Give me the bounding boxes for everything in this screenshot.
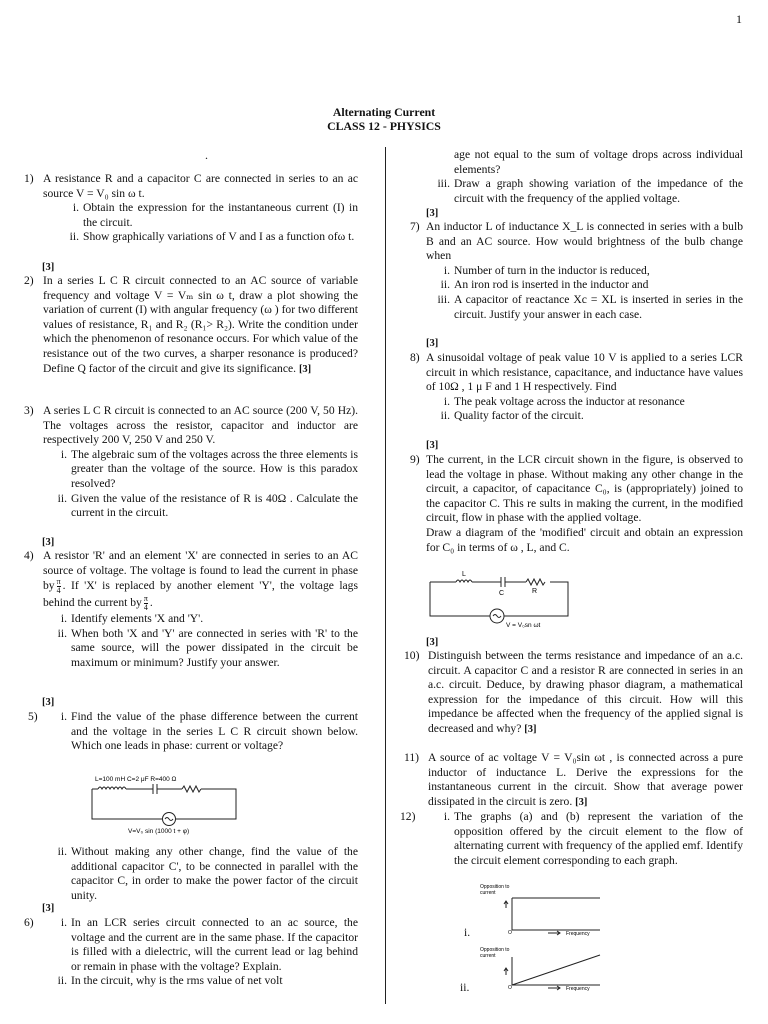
question-3 [24,404,358,521]
question-number: 1) [24,172,34,185]
sub-question-i: i. Identify elements 'X and 'Y'. [60,612,204,626]
modified-lcr-circuit-figure [428,568,578,630]
svg-text:Frequency: Frequency [566,986,590,992]
marks-label: [3] [524,723,537,735]
lcr-circuit-figure [90,773,240,835]
stray-dot: . [205,148,208,162]
graph-ylabel: Opposition to [480,884,510,890]
marks-label: [3] [426,208,439,219]
question-9 [404,453,743,555]
marks-label: [3] [298,363,312,375]
question-4 [24,549,358,671]
svg-text:Frequency: Frequency [566,931,590,937]
question-number: 7) [410,220,420,233]
sub-question-i: i. Obtain the expression for the instantaneous current (I) in the circuit. [72,201,358,229]
sub-question-i: i. The graphs (a) and (b) represent the variation of the opposition offered by the circuit element to the flow of alternating current with frequency of the applied emf. Identify the circuit element corresponding to each graph. [443,810,743,867]
question-number: 12) [400,810,416,823]
label-C: C [499,590,505,597]
sub-question-ii: ii. Without making any other change, find the value of the additional capacitor C', to be connected in parallel with the capacitor C, in order to make the power factor of the circuit unity. [57,845,358,902]
marks-label: [3] [42,697,55,708]
question-number: 4) [24,549,34,562]
question-11 [404,751,743,810]
question-10 [404,649,743,738]
question-text: The current, in the LCR circuit shown in the figure, is observed to lead the voltage in phase. Without making any other change in the circuit, a capacitor, of capacitance C₀, is (appropriately) joined to the capacitor C. This re sults in making the current, in the modified circuit, flow in phase with the applied voltage. [426,453,743,525]
question-1 [24,172,358,245]
document-title [0,105,768,133]
sub-question-i: i. In an LCR series circuit connected to an ac source, the voltage and the current are in the same phase. If the capacitor is filled with a dielectric, will the current lead or lag behind or remain in phase with the voltage? Explain. [60,916,358,973]
graph-i-constant-opposition [480,882,606,938]
marks-label: [3] [42,537,55,548]
sub-question-i: i. Number of turn in the inductor is reduced, [443,263,650,277]
question-number: 3) [24,404,34,417]
question-text: A resistor 'R' and an element 'X' are connected in series to an AC source of voltage. The voltage is found to lead the current in phase by $\frac{\pi}{4}$ . If 'X' is replaced by another element 'Y', the voltage lags behind the current by $\frac{\pi}{4}$ . [43,549,358,613]
svg-text:O: O [508,985,512,991]
question-text: A sinusoidal voltage of peak value 10 V is applied to a series LCR circuit in which resistance, capacitance, and inductance have values of 10Ω , 1 μ F and 1 H respectively. Find [426,351,743,394]
question-8 [404,351,743,424]
svg-text:O: O [508,930,512,936]
question-text: Distinguish between the terms resistance and impedance of an a.c. circuit. A capacitor C and a resistor R are connected in series in an a.c. circuit. Deduce, by drawing phasor diagram, a mathematical expression for the impedance of this circuit. How will this impedance be affected when the frequency of the applied signal is decreased and why? [3] [428,649,743,735]
sub-question-ii: ii. Quality factor of the circuit. [440,409,584,423]
question-number: 5) [28,710,38,723]
marks-label: [3] [42,262,55,273]
circuit-source-label: V=V₀ sin (1000 t + φ) [128,828,190,835]
question-number: 6) [24,916,34,929]
sub-question-iii: iii. Draw a graph showing variation of the impedance of the circuit with the frequency of the applied voltage. [437,177,743,205]
question-text: A resistance R and a capacitor C are connected in series to an ac source V = V₀ sin ω t. [43,172,358,200]
marks-label: [3] [426,440,439,451]
question-number: 10) [404,649,420,662]
graph-label-ii: ii. [460,981,470,994]
question-number: 2) [24,274,34,287]
sub-question-ii-continued: age not equal to the sum of voltage drops across individual elements? [454,148,743,176]
label-source: V = V₀sn ωt [506,622,541,629]
title-line-2: CLASS 12 - PHYSICS [327,119,441,133]
sub-question-ii: ii. An iron rod is inserted in the inductor and [440,278,649,292]
svg-text:Opposition tocurrent: Opposition to current [480,947,510,959]
sub-question-iii: iii. A capacitor of reactance Xc = XL is inserted in series in the circuit. Justify your answer in each case. [437,292,743,321]
sub-question-i: i. Find the value of the phase difference between the current and the voltage in the series L C R circuit shown below. Which one leads in phase: current or voltage? [60,710,358,753]
question-number: 8) [410,351,420,364]
marks-label: [3] [426,637,439,648]
fraction-pi-over-4: $\frac{\pi}{4}$ [143,594,148,613]
question-number: 9) [410,453,420,466]
question-7 [404,220,743,322]
sub-question-ii: ii. In the circuit, why is the rms value of net volt [57,974,283,988]
marks-label: [3] [42,903,55,914]
page-number: 1 [736,12,742,26]
title-line-1: Alternating Current [332,105,436,119]
question-text: In a series L C R circuit connected to an AC source of variable frequency and voltage V = Vₘ sin ω t, draw a plot showing the variation of current (I) with angular frequency (ω ) for two different values of resistance, R₁ and R₂ (R₁> R₂). Write the condition under which the phenomenon of resonance occurs. For which value of the resistance out of the two curves, a sharper resonance is produced? Define Q factor of the circuit and give its significance. [3] [43,274,358,375]
sub-question-i: i. The algebraic sum of the voltages across the three elements is greater than the voltage of the source. How is this paradox resolved? [60,447,358,490]
question-text-2: Draw a diagram of the 'modified' circuit and obtain an expression for C₀ in terms of ω , L, and C. [426,525,743,554]
question-12 [400,810,743,868]
question-6-continued [404,148,743,206]
column-divider [385,147,386,1004]
label-L: L [462,571,466,578]
question-number: 11) [404,751,420,764]
question-text: A series L C R circuit is connected to an AC source (200 V, 50 Hz). The voltages across the resistor, capacitor and inductor are respectively 200 V, 250 V and 250 V. [43,404,358,447]
sub-question-i: i. The peak voltage across the inductor at resonance [443,394,685,408]
graph-ii-linear-opposition [480,945,606,1001]
question-text: An inductor L of inductance X_L is connected in series with a bulb B and an AC source. How would brightness of the bulb change when [426,220,743,263]
sub-question-ii: ii. Given the value of the resistance of R is 40Ω . Calculate the current in the circuit. [57,491,358,520]
sub-question-ii: ii. When both 'X and 'Y' are connected in series with 'R' to the same source, will the power dissipated in the circuit be maximum or minimum? Justify your answer. [57,626,358,669]
question-2 [24,274,358,377]
svg-text:Opposition tocurrent: Opposition to current [480,884,510,896]
sub-question-ii: ii. Show graphically variations of V and I as a function ofω t. [69,230,355,244]
question-5-part-ii [24,845,358,903]
circuit-component-values: L=100 mH C=2 μF R=400 Ω [95,776,177,783]
marks-label: [3] [426,338,439,349]
question-6 [24,916,358,989]
graph-ylabel: Opposition to [480,947,510,953]
fraction-pi-over-4: $\frac{\pi}{4}$ [56,577,61,596]
question-5 [24,710,358,754]
marks-label: [3] [575,796,588,808]
graph-label-i: i. [464,926,471,939]
question-text: A source of ac voltage V = V₀sin ωt , is connected across a pure inductor of inductance L. Derive the expressions for the instantaneous current in the circuit. Show that average power dissipated in the circuit is zero. [3] [428,751,743,808]
label-R: R [532,588,538,595]
